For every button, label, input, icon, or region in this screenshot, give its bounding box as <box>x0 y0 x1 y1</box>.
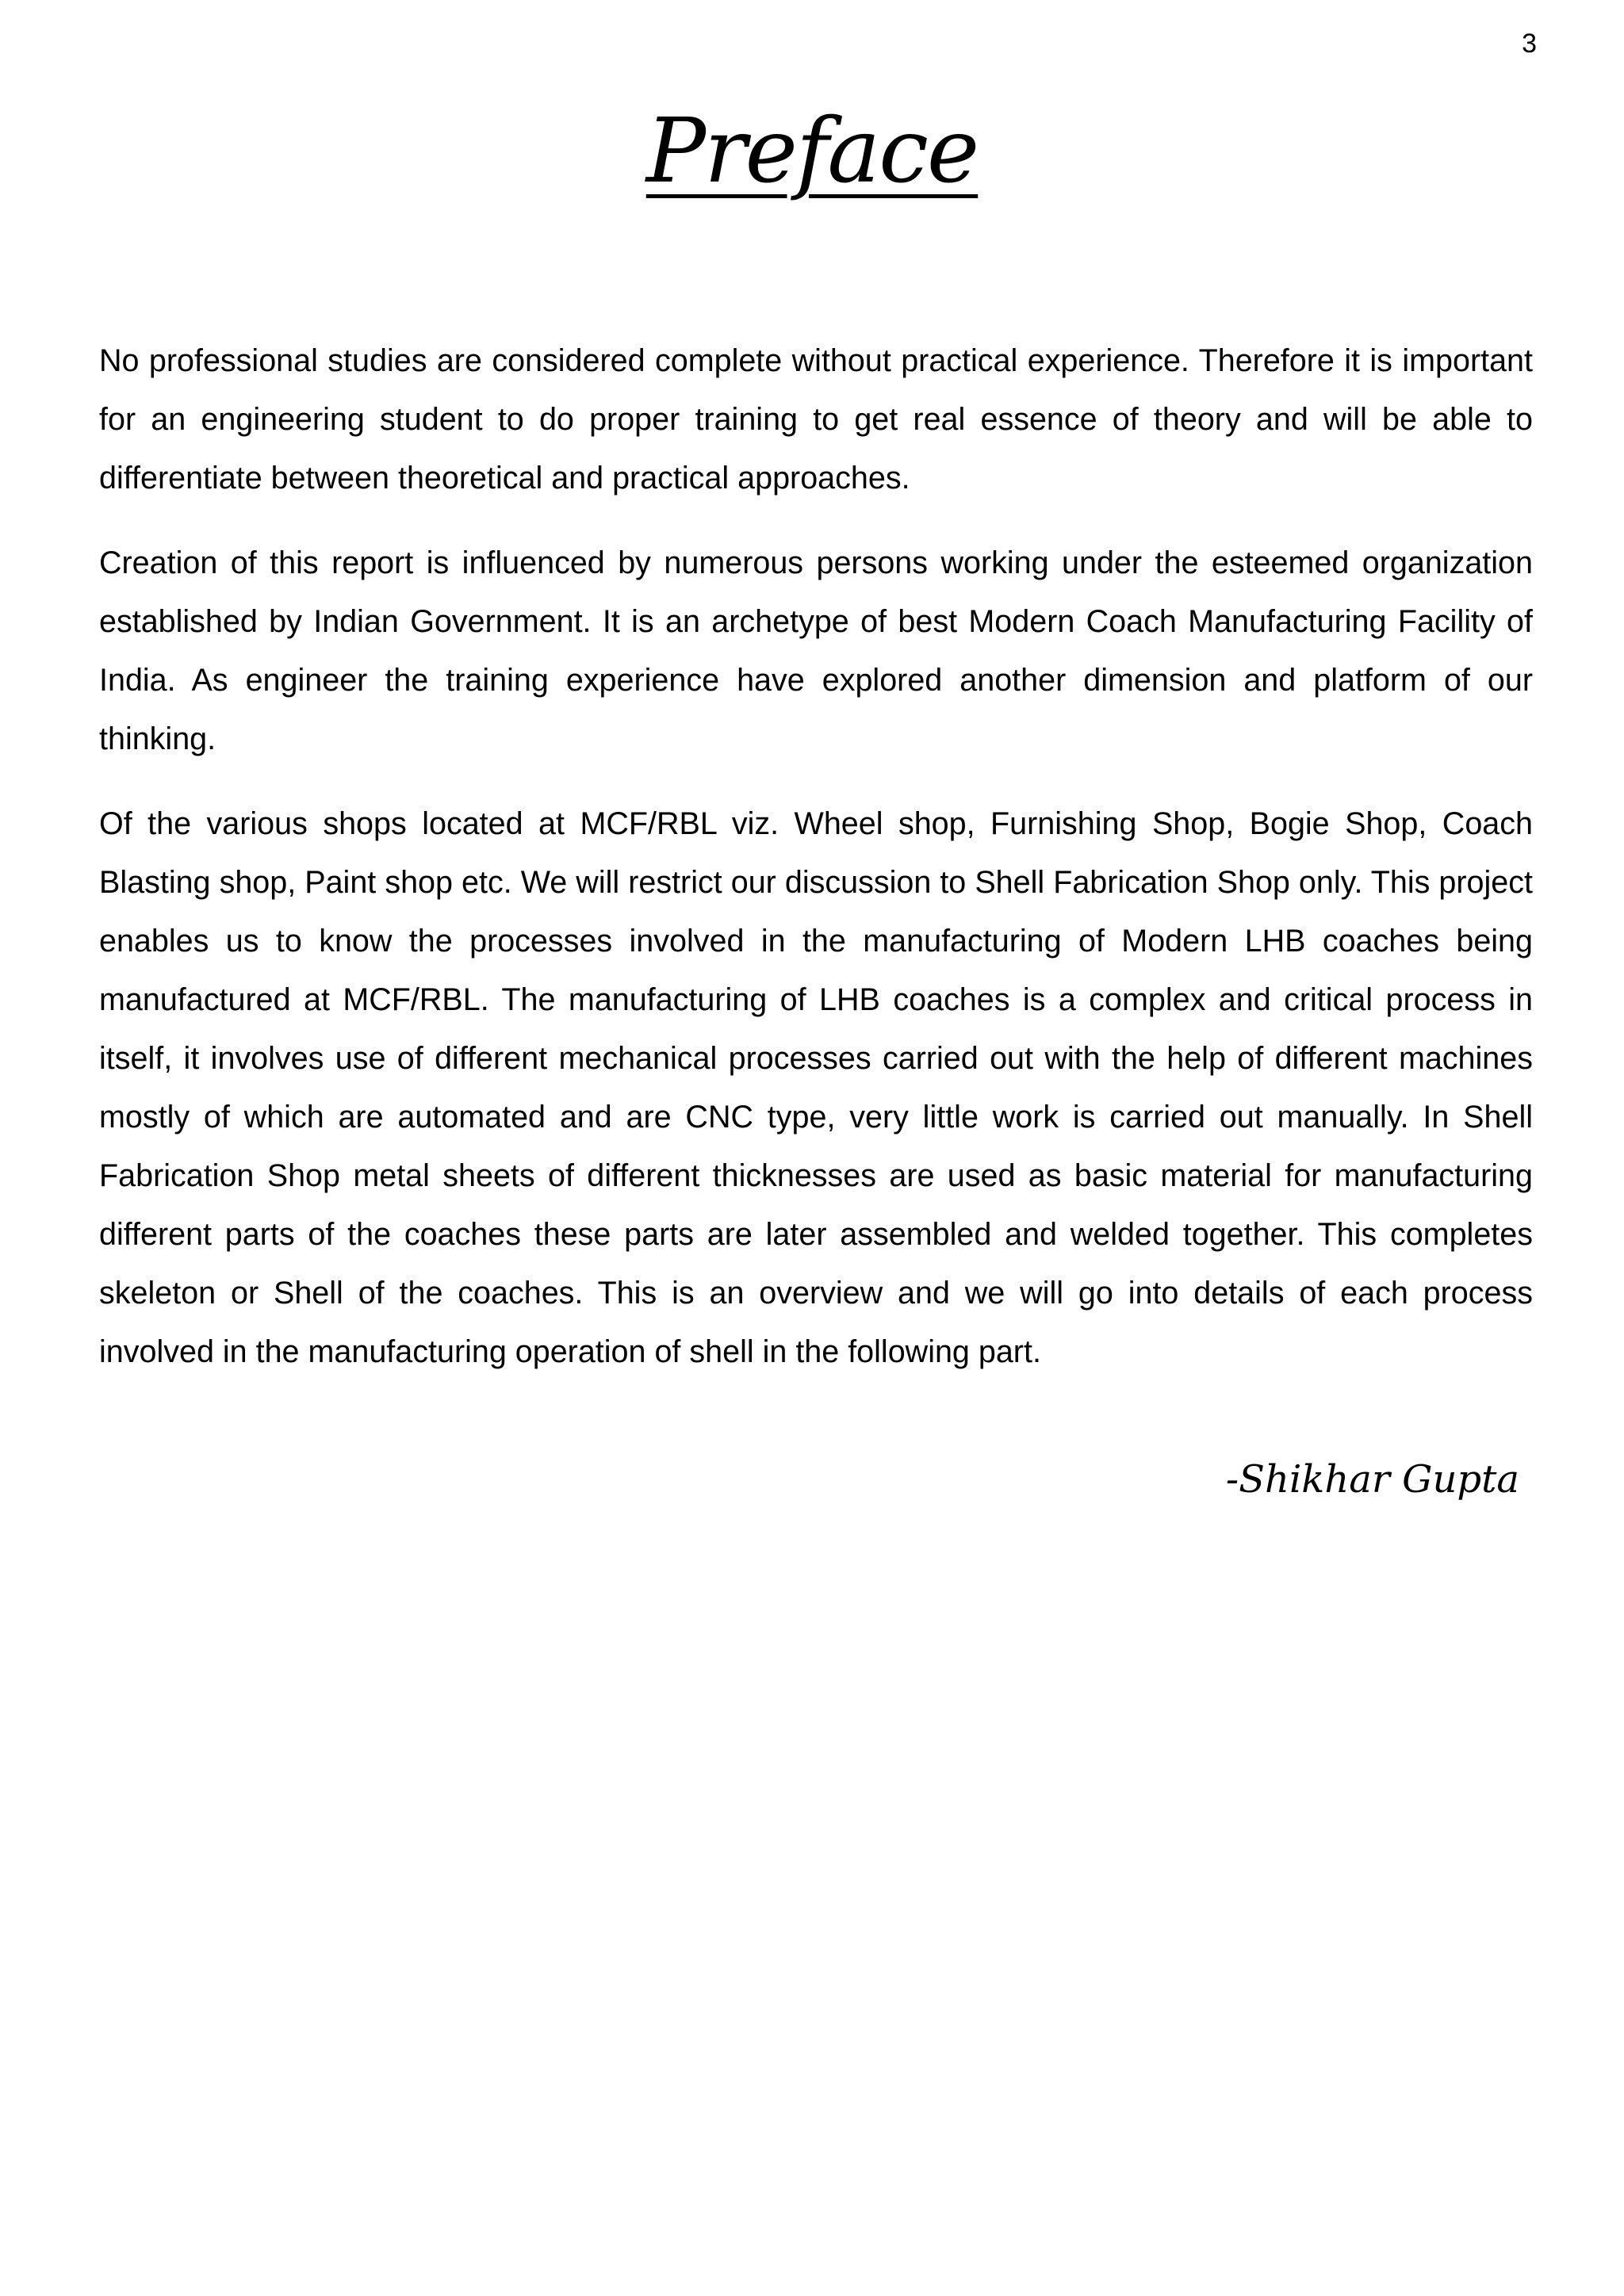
author-signature: -Shikhar Gupta <box>1225 1457 1519 1502</box>
page-number: 3 <box>1522 29 1537 59</box>
paragraph-1: No professional studies are considered complete without practical experience. Therefore it is important for an engineering student to do proper training to get real essence of theory and will be able to differentiate between theoretical and practical approaches. <box>99 343 1533 496</box>
paragraph-3: Of the various shops located at MCF/RBL viz. Wheel shop, Furnishing Shop, Bogie Shop, Coach Blasting shop, Paint shop etc. We will restrict our discussion to Shell Fabrication Shop only. This project enables us to know the processes involved in the manufacturing of Modern LHB coaches being manufactured at MCF/RBL. The manufacturing of LHB coaches is a complex and critical process in itself, it involves use of different mechanical processes carried out with the help of different machines mostly of which are automated and are CNC type, very little work is carried out manually. In Shell Fabrication Shop metal sheets of different thicknesses are used as basic material for manufacturing different parts of the coaches these parts are later assembled and welded together. This completes skeleton or Shell of the coaches. This is an overview and we will go into details of each process involved in the manufacturing operation of shell in the following part. <box>99 806 1533 1369</box>
paragraph-2: Creation of this report is influenced by numerous persons working under the esteemed organization established by Indian Government. It is an archetype of best Modern Coach Manufacturing Facility of India. As engineer the training experience have explored another dimension and platform of our thinking. <box>99 545 1533 756</box>
preface-body <box>99 331 1533 1407</box>
page-title: Preface <box>645 100 979 203</box>
